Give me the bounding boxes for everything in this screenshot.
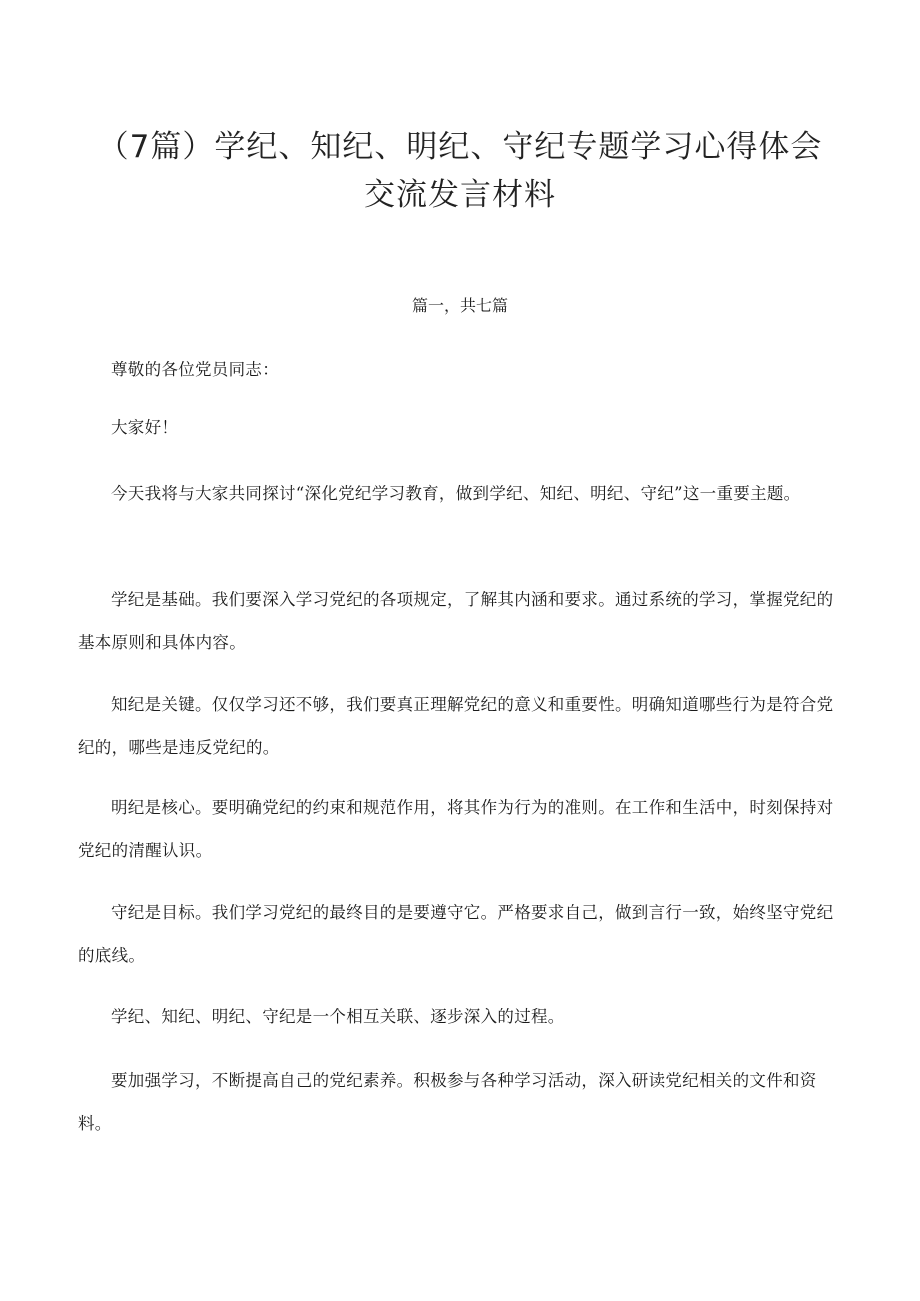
paragraph-study: 要加强学习，不断提高自己的党纪素养。积极参与各种学习活动，深入研读党纪相关的文件和资料。	[78, 1071, 817, 1133]
paragraph-shouji: 守纪是目标。我们学习党纪的最终目的是要遵守它。严格要求自己，做到言行一致，始终坚守党纪的底线。	[78, 903, 834, 965]
paragraph-xueji: 学纪是基础。我们要深入学习党纪的各项规定，了解其内涵和要求。通过系统的学习，掌握党纪的基本原则和具体内容。	[78, 590, 834, 652]
paragraph-intro: 今天我将与大家共同探讨“深化党纪学习教育，做到学纪、知纪、明纪、守纪”这一重要主题。	[111, 484, 801, 503]
document-title-line-1: （7篇）学纪、知纪、明纪、守纪专题学习心得体会	[97, 129, 823, 165]
section-subtitle: 篇一，共七篇	[411, 296, 508, 315]
document-title-line-2: 交流发言材料	[364, 177, 556, 213]
paragraph-zhiji: 知纪是关键。仅仅学习还不够，我们要真正理解党纪的意义和重要性。明确知道哪些行为是符合党纪的，哪些是违反党纪的。	[78, 695, 834, 757]
salutation: 尊敬的各位党员同志：	[111, 360, 279, 379]
paragraph-process: 学纪、知纪、明纪、守纪是一个相互关联、逐步深入的过程。	[111, 1007, 565, 1026]
paragraph-mingji: 明纪是核心。要明确党纪的约束和规范作用，将其作为行为的准则。在工作和生活中，时刻保持对党纪的清醒认识。	[78, 798, 834, 860]
greeting: 大家好！	[111, 418, 179, 437]
